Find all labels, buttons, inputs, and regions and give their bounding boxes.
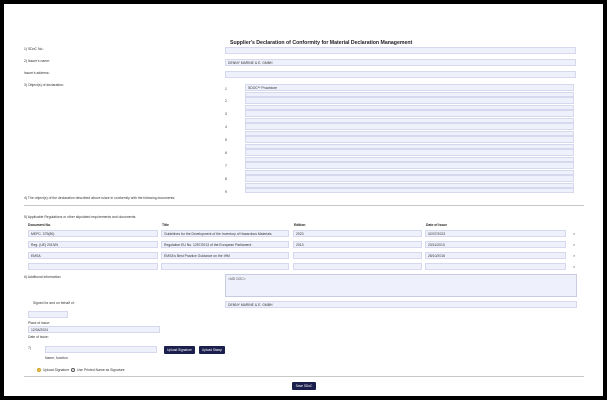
printed-name-radio-label: Use Printed Name as Signature: [77, 368, 125, 372]
object-number: 8: [225, 177, 227, 181]
col-header-edition: Edition: [294, 223, 306, 227]
object-number: 4: [225, 125, 227, 129]
object-number: 6: [225, 151, 227, 155]
table-cell-document-no[interactable]: Reg. (UE) 2013/N: [28, 241, 158, 248]
upload-stamp-button[interactable]: Upload Stamp: [199, 346, 225, 354]
save-sdoc-button[interactable]: Save SDoC: [292, 382, 316, 390]
additional-info-label: 6) Additional information:: [24, 275, 62, 279]
table-cell-date[interactable]: 02/07/2023: [425, 230, 566, 237]
table-cell-date[interactable]: [425, 263, 566, 270]
object-input-8[interactable]: [245, 175, 574, 182]
section-divider: [24, 376, 584, 377]
table-cell-edition[interactable]: [293, 263, 422, 270]
delete-row-icon[interactable]: ×: [573, 242, 576, 247]
sdoc-no-input[interactable]: [225, 47, 576, 54]
place-of-issue-input[interactable]: 12/04/2024: [28, 326, 160, 333]
name-function-input[interactable]: [45, 346, 157, 353]
object-input-3[interactable]: [245, 110, 574, 117]
object-number: 5: [225, 138, 227, 142]
object-input-1[interactable]: SDOC** Procedure: [245, 84, 574, 91]
table-cell-edition[interactable]: 2013: [293, 241, 422, 248]
table-cell-document-no[interactable]: EMSA: [28, 252, 158, 259]
object-input-7[interactable]: [245, 162, 574, 169]
sdoc-no-label: 1) SDoC No.:: [24, 47, 45, 51]
objects-label: 3) Object(s) of declaration:: [24, 83, 64, 87]
signature-section-label: 7): [28, 346, 32, 350]
upload-signature-button[interactable]: Upload Signature: [164, 346, 195, 354]
delete-row-icon[interactable]: ×: [573, 253, 576, 258]
table-cell-title[interactable]: EMSA's Best Practice Guidance on the IHM: [161, 252, 289, 259]
table-cell-edition[interactable]: [293, 252, 422, 259]
table-cell-document-no[interactable]: MEPC. 379(80): [28, 230, 158, 237]
table-cell-title[interactable]: [161, 263, 289, 270]
signed-for-input[interactable]: DENNY MARINE & E. GMBH: [225, 301, 577, 308]
conformity-statement: 4) The object(s) of the declaration described above is/are in conformity with the following documents:: [24, 196, 176, 200]
date-of-issue-label: Date of issue:: [28, 335, 49, 339]
object-input-4[interactable]: [245, 123, 574, 130]
table-cell-title[interactable]: Regulation EU No. 1257/2013 of the European Parliament: [161, 241, 289, 248]
col-header-title: Title: [162, 223, 169, 227]
object-input-6[interactable]: [245, 149, 574, 156]
upload-signature-radio[interactable]: [37, 368, 41, 372]
place-of-issue-label: Place of issue:: [28, 321, 51, 325]
upload-signature-radio-label: Upload Signature: [43, 368, 70, 372]
object-number: 7: [225, 164, 227, 168]
issuer-name-input[interactable]: DENNY MARINE & E. GMBH: [225, 59, 576, 66]
signed-for-small-input[interactable]: [28, 311, 68, 318]
printed-name-radio[interactable]: [71, 368, 75, 372]
object-input-2[interactable]: [245, 97, 574, 104]
name-function-label: Name, function: [45, 356, 68, 360]
object-number: 1: [225, 87, 227, 91]
table-cell-title[interactable]: Guidelines for the Development of the Inventory of Hazardous Materials: [161, 230, 289, 237]
form-page: [4, 4, 603, 396]
col-header-document-no: Document No.: [28, 223, 51, 227]
object-number: 3: [225, 112, 227, 116]
additional-info-textarea[interactable]: <MD DOC>: [225, 274, 577, 297]
col-header-date: Date of Issue: [426, 223, 448, 227]
table-cell-date[interactable]: 28/10/2016: [425, 252, 566, 259]
object-input-5[interactable]: [245, 136, 574, 143]
object-number: 2: [225, 99, 227, 103]
issuer-name-label: 2) Issuer's name:: [24, 59, 50, 63]
object-input-9[interactable]: [245, 188, 574, 193]
table-cell-edition[interactable]: 2023: [293, 230, 422, 237]
delete-row-icon[interactable]: ×: [573, 264, 576, 269]
issuer-address-label: Issuer's address:: [24, 71, 50, 75]
object-number: 9: [225, 190, 227, 194]
issuer-address-input[interactable]: [225, 71, 576, 78]
signed-for-label: Signed for and on behalf of:: [33, 301, 75, 305]
table-cell-date[interactable]: 20/11/2013: [425, 241, 566, 248]
table-cell-document-no[interactable]: [28, 263, 158, 270]
section-divider: [24, 205, 584, 206]
page-title: Supplier's Declaration of Conformity for Material Declaration Management: [230, 40, 413, 46]
regulations-label: 5) Applicable Regulations or other stipulated requirements and documents:: [24, 215, 137, 219]
delete-row-icon[interactable]: ×: [573, 231, 576, 236]
